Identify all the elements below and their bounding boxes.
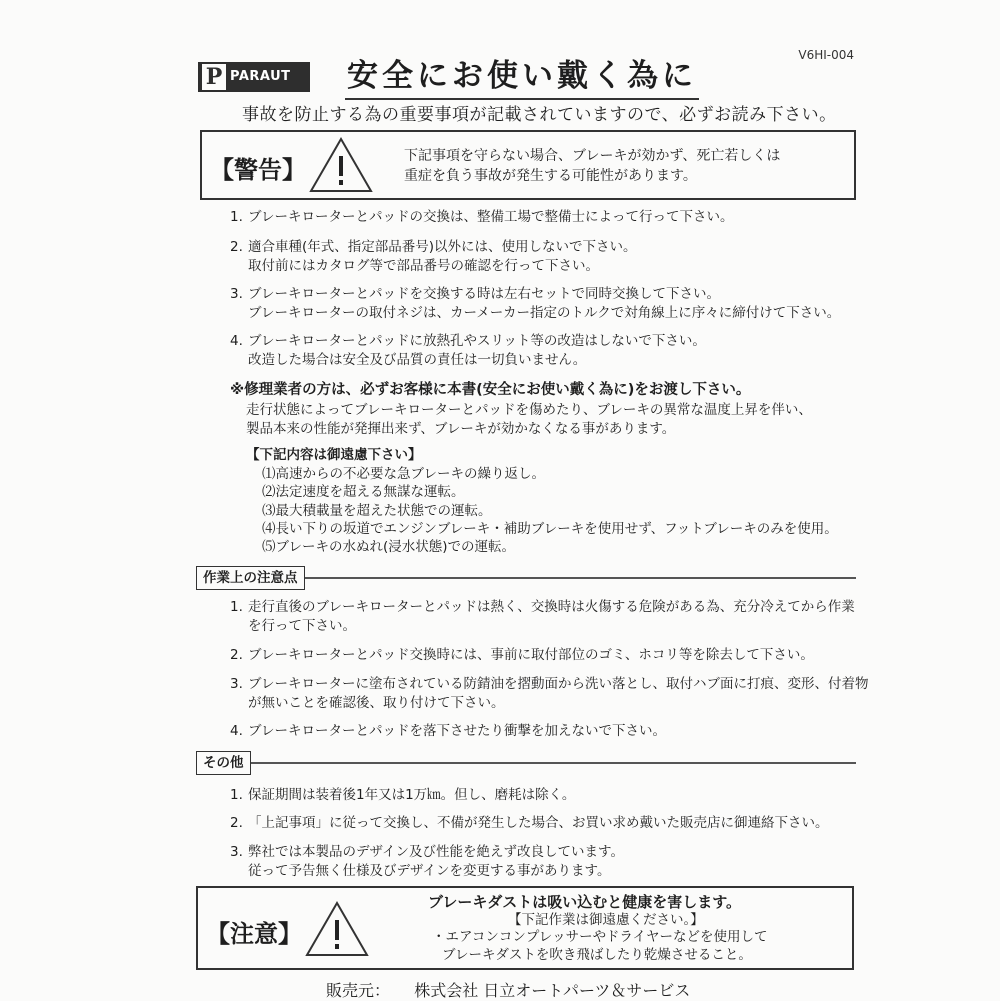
list-item xyxy=(230,238,637,276)
item-text: 改造した場合は安全及び品質の責任は一切負いません。 xyxy=(248,352,587,368)
item-text: 弊社では本製品のデザイン及び性能を絶えず改良しています。 xyxy=(248,844,624,860)
other-heading: その他 xyxy=(196,751,251,775)
caution-box xyxy=(196,886,854,970)
list-item xyxy=(230,675,868,713)
item-number: 3. xyxy=(230,844,243,860)
avoid-list-item: ⑶最大積載量を超えた状態での運転。 xyxy=(262,502,492,519)
item-text: ブレーキローターとパッドを落下させたり衝撃を加えないで下さい。 xyxy=(248,723,666,739)
caution-text xyxy=(428,894,767,964)
item-text: 走行直後のブレーキローターとパッドは熱く、交換時は火傷する危険がある為、充分冷えてから作業 xyxy=(248,599,855,615)
warning-label: 【警告】 xyxy=(210,156,306,184)
warning-triangle-icon xyxy=(308,136,374,194)
item-text: 保証期間は装着後1年又は1万㎞。但し、磨耗は除く。 xyxy=(248,787,576,803)
page-title: 安全にお使い戴く為に xyxy=(345,56,699,100)
warning-text xyxy=(404,146,780,186)
repair-shop-note-text xyxy=(246,401,812,439)
section-divider xyxy=(196,762,856,764)
item-number: 1. xyxy=(230,209,243,225)
caution-label: 【注意】 xyxy=(206,920,302,948)
seller-name: 株式会社 日立オートパーツ＆サービス xyxy=(414,981,691,1000)
repair-shop-note-heading: ※修理業者の方は、必ずお客様に本書(安全にお使い戴く為に)をお渡し下さい。 xyxy=(230,382,751,398)
warning-text-line: 下記事項を守らない場合、ブレーキが効かず、死亡若しくは xyxy=(404,148,781,164)
item-text: ブレーキローターとパッドを交換する時は左右セットで同時交換して下さい。 xyxy=(248,286,720,302)
item-number: 3. xyxy=(230,286,243,302)
note-line: 走行状態によってブレーキローターとパッドを傷めたり、ブレーキの異常な温度上昇を伴い、 xyxy=(246,402,812,418)
note-line: 製品本来の性能が発揮出来ず、ブレーキが効かなくなる事があります。 xyxy=(246,421,676,437)
list-item xyxy=(230,332,706,370)
item-number: 4. xyxy=(230,723,243,739)
item-text: ブレーキローターとパッド交換時には、事前に取付部位のゴミ、ホコリ等を除去して下さい。 xyxy=(248,647,814,663)
avoid-list-heading: 【下記内容は御遠慮下さい】 xyxy=(246,447,422,463)
item-number: 4. xyxy=(230,333,243,349)
caution-triangle-icon xyxy=(304,900,370,958)
seller-info xyxy=(326,978,690,1001)
item-text: ブレーキローターに塗布されている防錆油を摺動面から洗い落とし、取付ハブ面に打痕、変形、付着物 xyxy=(248,676,869,692)
item-text: 従って予告無く仕様及びデザインを変更する事があります。 xyxy=(248,863,611,879)
item-number: 2. xyxy=(230,815,243,831)
avoid-list-item: ⑴高速からの不必要な急ブレーキの繰り返し。 xyxy=(262,466,545,482)
caution-line: ・エアコンコンプレッサーやドライヤーなどを使用して xyxy=(432,929,768,945)
item-text: ブレーキローターとパッドの交換は、整備工場で整備士によって行って下さい。 xyxy=(248,209,734,225)
item-text: が無いことを確認後、取り付けて下さい。 xyxy=(248,695,505,711)
page-subtitle: 事故を防止する為の重要事項が記載されていますので、必ずお読み下さい。 xyxy=(242,105,837,125)
item-text: 「上記事項」に従って交換し、不備が発生した場合、お買い求め戴いた販売店に御連絡下さい。 xyxy=(248,815,829,831)
caution-line: ブレーキダストを吹き飛ばしたり乾燥させること。 xyxy=(442,946,752,963)
item-number: 3. xyxy=(230,676,243,692)
avoid-list-item: ⑵法定速度を超える無謀な運転。 xyxy=(262,484,465,501)
item-text: 適合車種(年式、指定部品番号)以外には、使用しないで下さい。 xyxy=(248,239,637,255)
list-item xyxy=(230,285,840,323)
item-number: 2. xyxy=(230,647,243,663)
list-item xyxy=(230,208,733,227)
avoid-list-item: ⑷長い下りの坂道でエンジンブレーキ・補助ブレーキを使用せず、フットブレーキのみを使用。 xyxy=(262,520,838,537)
caution-sub-heading: 【下記作業は御遠慮ください。】 xyxy=(508,911,704,928)
item-text: ブレーキローターとパッドに放熱孔やスリット等の改造はしないで下さい。 xyxy=(248,333,706,349)
warning-box xyxy=(200,130,856,200)
list-item xyxy=(230,814,829,833)
list-item xyxy=(230,843,624,881)
work-precautions-heading: 作業上の注意点 xyxy=(196,566,305,590)
caution-main-line: ブレーキダストは吸い込むと健康を害します。 xyxy=(428,893,742,911)
item-text: ブレーキローターの取付ネジは、カーメーカー指定のトルクで対角線上に序々に締付けて下さい。 xyxy=(248,305,841,321)
list-item xyxy=(230,786,575,805)
avoid-list xyxy=(262,465,838,556)
paraut-logo xyxy=(198,62,310,92)
list-item xyxy=(230,722,666,741)
warning-text-line: 重症を負う事故が発生する可能性があります。 xyxy=(404,168,697,184)
item-number: 2. xyxy=(230,239,243,255)
item-text: を行って下さい。 xyxy=(248,618,356,634)
item-text: 取付前にはカタログ等で部品番号の確認を行って下さい。 xyxy=(248,258,599,274)
list-item xyxy=(230,646,814,665)
avoid-list-item: ⑸ブレーキの水ぬれ(浸水状態)での運転。 xyxy=(262,539,515,556)
list-item xyxy=(230,598,855,636)
item-number: 1. xyxy=(230,599,243,615)
item-number: 1. xyxy=(230,787,243,803)
document-id: V6HI-004 xyxy=(798,48,854,62)
seller-label: 販売元： xyxy=(326,981,391,1000)
logo-mark: P xyxy=(202,64,226,90)
logo-text: PARAUT xyxy=(230,69,291,84)
